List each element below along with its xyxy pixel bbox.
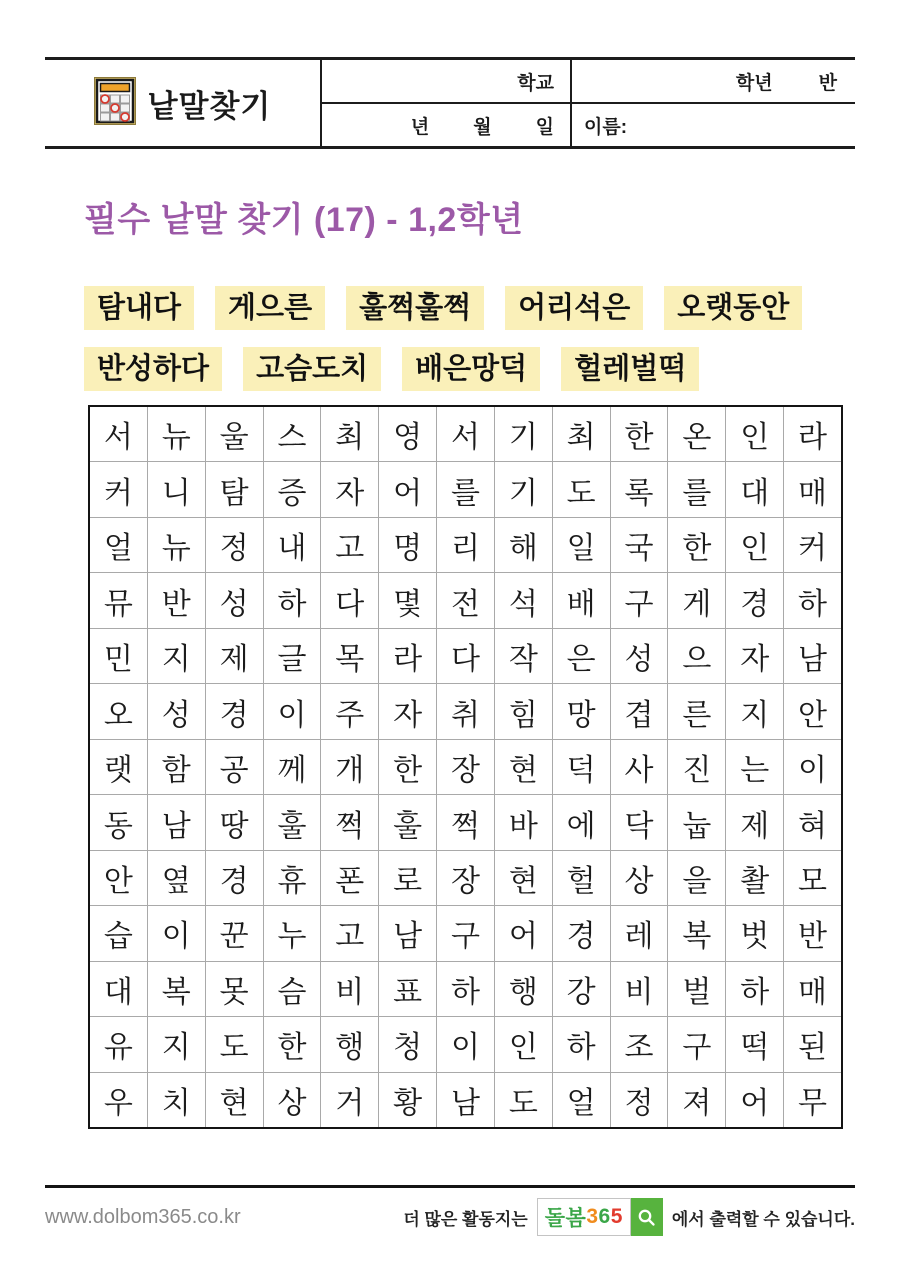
grid-cell: 라 bbox=[379, 629, 437, 683]
grid-cell: 리 bbox=[437, 518, 495, 572]
grid-cell: 라 bbox=[798, 421, 828, 455]
grid-cell: 누 bbox=[264, 906, 322, 960]
grid-cell: 다 bbox=[437, 629, 495, 683]
grid-cell: 서 bbox=[90, 407, 148, 461]
header-row-bottom bbox=[322, 104, 855, 146]
grid-cell: 하 bbox=[798, 587, 828, 621]
grid-cell: 얼 bbox=[90, 518, 148, 572]
grid-cell: 모 bbox=[798, 864, 828, 898]
grid-row bbox=[90, 573, 841, 628]
grid-cell: 폰 bbox=[321, 851, 379, 905]
grid-row bbox=[90, 795, 841, 850]
grid-cell: 성 bbox=[611, 629, 669, 683]
grid-cell: 구 bbox=[668, 1017, 726, 1071]
date-field bbox=[322, 104, 572, 146]
grid-cell: 조 bbox=[611, 1017, 669, 1071]
word-list bbox=[84, 286, 832, 391]
grid-cell: 커 bbox=[798, 532, 828, 566]
grid-cell: 전 bbox=[437, 573, 495, 627]
grid-cell: 남 bbox=[437, 1073, 495, 1127]
grid-cell: 행 bbox=[321, 1017, 379, 1071]
grid-cell: 청 bbox=[379, 1017, 437, 1071]
grid-cell: 옆 bbox=[148, 851, 206, 905]
grid-cell: 못 bbox=[206, 962, 264, 1016]
grid-cell: 대 bbox=[726, 462, 784, 516]
grid-cell: 장 bbox=[437, 740, 495, 794]
grid-cell: 하 bbox=[437, 962, 495, 1016]
grid-cell: 이 bbox=[798, 754, 828, 788]
grid-cell: 지 bbox=[148, 1017, 206, 1071]
grid-cell: 이 bbox=[437, 1017, 495, 1071]
grid-cell: 이 bbox=[264, 684, 322, 738]
grid-row bbox=[90, 1017, 841, 1072]
grid-cell: 매 bbox=[798, 975, 828, 1009]
grid-cell: 남 bbox=[798, 643, 828, 677]
grid-cell: 스 bbox=[264, 407, 322, 461]
grid-cell: 정 bbox=[611, 1073, 669, 1127]
day-label: 일 bbox=[535, 116, 554, 138]
grid-cell: 얼 bbox=[553, 1073, 611, 1127]
grid-cell: 경 bbox=[553, 906, 611, 960]
grid-cell: 어 bbox=[495, 906, 553, 960]
grid-cell: 한 bbox=[611, 407, 669, 461]
dolbom365-wordmark bbox=[537, 1198, 631, 1236]
grid-cell: 망 bbox=[553, 684, 611, 738]
grid-cell: 매 bbox=[798, 476, 828, 510]
footer-divider bbox=[45, 1185, 855, 1188]
grid-cell: 현 bbox=[495, 740, 553, 794]
word-chip: 헐레벌떡 bbox=[561, 347, 699, 391]
grid-cell: 꾼 bbox=[206, 906, 264, 960]
grade-class-field bbox=[572, 60, 855, 102]
grid-cell: 공 bbox=[206, 740, 264, 794]
grid-cell: 인 bbox=[726, 407, 784, 461]
grid-cell: 벌 bbox=[668, 962, 726, 1016]
grid-cell: 커 bbox=[90, 462, 148, 516]
grid-cell: 레 bbox=[611, 906, 669, 960]
grid-cell: 글 bbox=[264, 629, 322, 683]
grid-cell: 배 bbox=[553, 573, 611, 627]
grid-cell: 제 bbox=[726, 795, 784, 849]
grid-cell: 안 bbox=[798, 698, 828, 732]
grid-cell: 을 bbox=[668, 851, 726, 905]
grid-cell: 하 bbox=[726, 962, 784, 1016]
grid-cell: 해 bbox=[495, 518, 553, 572]
worksheet-type-title: 낱말찾기 bbox=[147, 88, 272, 124]
grid-cell: 한 bbox=[264, 1017, 322, 1071]
grid-cell: 른 bbox=[668, 684, 726, 738]
grid-cell: 슴 bbox=[264, 962, 322, 1016]
grid-row bbox=[90, 1073, 841, 1127]
grid-cell: 취 bbox=[437, 684, 495, 738]
grid-cell: 경 bbox=[206, 684, 264, 738]
grid-cell: 정 bbox=[206, 518, 264, 572]
grid-cell: 최 bbox=[321, 407, 379, 461]
year-label: 년 bbox=[410, 116, 430, 138]
grid-cell: 뉴 bbox=[148, 407, 206, 461]
grid-cell: 제 bbox=[206, 629, 264, 683]
grid-cell: 고 bbox=[321, 906, 379, 960]
grid-row bbox=[90, 629, 841, 684]
grid-cell: 자 bbox=[726, 629, 784, 683]
grid-cell: 주 bbox=[321, 684, 379, 738]
grid-cell: 대 bbox=[90, 962, 148, 1016]
grid-cell: 몇 bbox=[379, 573, 437, 627]
grid-cell: 진 bbox=[668, 740, 726, 794]
grid-cell: 비 bbox=[611, 962, 669, 1016]
grid-cell: 고 bbox=[321, 518, 379, 572]
promo-suffix: 에서 출력할 수 있습니다. bbox=[671, 1209, 855, 1229]
grid-cell: 증 bbox=[264, 462, 322, 516]
grid-cell: 니 bbox=[148, 462, 206, 516]
grid-cell: 로 bbox=[379, 851, 437, 905]
grid-cell: 자 bbox=[321, 462, 379, 516]
site-url: www.dolbom365.co.kr bbox=[45, 1205, 241, 1228]
footer bbox=[45, 1196, 855, 1238]
grid-cell: 복 bbox=[668, 906, 726, 960]
grid-cell: 행 bbox=[495, 962, 553, 1016]
grid-row bbox=[90, 518, 841, 573]
grid-cell: 힘 bbox=[495, 684, 553, 738]
grid-cell: 남 bbox=[379, 906, 437, 960]
word-chip: 고슴도치 bbox=[243, 347, 381, 391]
grid-cell: 쩍 bbox=[437, 795, 495, 849]
grid-cell: 바 bbox=[495, 795, 553, 849]
grid-cell: 표 bbox=[379, 962, 437, 1016]
grid-cell: 를 bbox=[668, 462, 726, 516]
grid-cell: 성 bbox=[148, 684, 206, 738]
grid-cell: 어 bbox=[379, 462, 437, 516]
grid-cell: 현 bbox=[495, 851, 553, 905]
brand-text-dolbom: 돌봄 bbox=[544, 1207, 587, 1230]
name-field bbox=[572, 104, 855, 146]
grid-cell: 뮤 bbox=[90, 573, 148, 627]
grid-cell: 를 bbox=[437, 462, 495, 516]
brand-digit-5: 5 bbox=[610, 1205, 623, 1228]
grid-cell: 으 bbox=[668, 629, 726, 683]
grid-cell: 최 bbox=[553, 407, 611, 461]
grid-row bbox=[90, 740, 841, 795]
grid-cell: 남 bbox=[148, 795, 206, 849]
grid-cell: 장 bbox=[437, 851, 495, 905]
grid-cell: 땅 bbox=[206, 795, 264, 849]
grid-cell: 울 bbox=[206, 407, 264, 461]
grid-cell: 랫 bbox=[90, 740, 148, 794]
grid-cell: 어 bbox=[726, 1073, 784, 1127]
grid-cell: 도 bbox=[206, 1017, 264, 1071]
grid-cell: 져 bbox=[668, 1073, 726, 1127]
search-icon bbox=[631, 1198, 663, 1236]
word-chip: 게으른 bbox=[215, 286, 325, 330]
grid-cell: 자 bbox=[379, 684, 437, 738]
grid-row bbox=[90, 851, 841, 906]
grid-cell: 하 bbox=[264, 573, 322, 627]
grid-cell: 헐 bbox=[553, 851, 611, 905]
month-label: 월 bbox=[473, 116, 492, 138]
grid-cell: 떡 bbox=[726, 1017, 784, 1071]
grid-row bbox=[90, 407, 841, 462]
grid-cell: 지 bbox=[726, 684, 784, 738]
grid-cell: 복 bbox=[148, 962, 206, 1016]
grid-cell: 사 bbox=[611, 740, 669, 794]
grid-row bbox=[90, 462, 841, 517]
grid-row bbox=[90, 684, 841, 739]
grid-cell: 록 bbox=[611, 462, 669, 516]
footer-promo bbox=[403, 1198, 855, 1236]
grid-cell: 눕 bbox=[668, 795, 726, 849]
grid-cell: 께 bbox=[264, 740, 322, 794]
grid-cell: 서 bbox=[437, 407, 495, 461]
grid-cell: 경 bbox=[206, 851, 264, 905]
grid-cell: 상 bbox=[611, 851, 669, 905]
grid-cell: 겹 bbox=[611, 684, 669, 738]
grid-cell: 거 bbox=[321, 1073, 379, 1127]
grid-cell: 탐 bbox=[206, 462, 264, 516]
grid-cell: 기 bbox=[495, 462, 553, 516]
grid-row bbox=[90, 962, 841, 1017]
grid-cell: 경 bbox=[726, 573, 784, 627]
grid-cell: 일 bbox=[553, 518, 611, 572]
grid-cell: 성 bbox=[206, 573, 264, 627]
grid-cell: 온 bbox=[668, 407, 726, 461]
grid-cell: 명 bbox=[379, 518, 437, 572]
grid-cell: 지 bbox=[148, 629, 206, 683]
grid-row bbox=[90, 906, 841, 961]
grid-cell: 오 bbox=[90, 684, 148, 738]
name-label: 이름: bbox=[584, 116, 628, 138]
grid-cell: 인 bbox=[495, 1017, 553, 1071]
word-chip: 배은망덕 bbox=[402, 347, 540, 391]
word-grid bbox=[88, 405, 843, 1129]
grid-cell: 습 bbox=[90, 906, 148, 960]
grid-cell: 쩍 bbox=[321, 795, 379, 849]
grid-cell: 은 bbox=[553, 629, 611, 683]
header-logo-cell bbox=[45, 60, 322, 146]
grid-cell: 된 bbox=[798, 1031, 828, 1065]
grid-cell: 휴 bbox=[264, 851, 322, 905]
dolbom365-logo bbox=[537, 1198, 663, 1236]
grid-cell: 다 bbox=[321, 573, 379, 627]
grid-cell: 하 bbox=[553, 1017, 611, 1071]
grid-cell: 무 bbox=[798, 1086, 828, 1120]
grid-cell: 뉴 bbox=[148, 518, 206, 572]
header-table bbox=[45, 57, 855, 149]
grid-cell: 한 bbox=[668, 518, 726, 572]
school-field bbox=[322, 60, 572, 102]
grid-cell: 도 bbox=[553, 462, 611, 516]
brand-digit-6: 6 bbox=[598, 1205, 611, 1228]
word-chip: 탐내다 bbox=[84, 286, 194, 330]
page-title: 필수 낱말 찾기 (17) - 1,2학년 bbox=[84, 201, 524, 239]
promo-prefix: 더 많은 활동지는 bbox=[403, 1209, 528, 1229]
grid-cell: 현 bbox=[206, 1073, 264, 1127]
grid-cell: 반 bbox=[798, 920, 828, 954]
grid-cell: 유 bbox=[90, 1017, 148, 1071]
word-search-logo-icon bbox=[94, 77, 136, 130]
grid-cell: 비 bbox=[321, 962, 379, 1016]
grid-cell: 국 bbox=[611, 518, 669, 572]
word-chip: 오랫동안 bbox=[664, 286, 802, 330]
grid-cell: 구 bbox=[611, 573, 669, 627]
grid-cell: 이 bbox=[148, 906, 206, 960]
header-fields bbox=[322, 60, 855, 146]
grid-cell: 닥 bbox=[611, 795, 669, 849]
grid-cell: 상 bbox=[264, 1073, 322, 1127]
grid-cell: 개 bbox=[321, 740, 379, 794]
grid-cell: 게 bbox=[668, 573, 726, 627]
grid-cell: 강 bbox=[553, 962, 611, 1016]
grid-cell: 영 bbox=[379, 407, 437, 461]
grid-cell: 벗 bbox=[726, 906, 784, 960]
grid-cell: 구 bbox=[437, 906, 495, 960]
grid-cell: 는 bbox=[726, 740, 784, 794]
class-label: 반 bbox=[818, 72, 837, 94]
header-row-top bbox=[322, 60, 855, 104]
grid-cell: 촬 bbox=[726, 851, 784, 905]
grid-cell: 반 bbox=[148, 573, 206, 627]
grid-cell: 내 bbox=[264, 518, 322, 572]
grid-cell: 훌 bbox=[264, 795, 322, 849]
grid-cell: 에 bbox=[553, 795, 611, 849]
grid-cell: 안 bbox=[90, 851, 148, 905]
grid-cell: 덕 bbox=[553, 740, 611, 794]
grid-cell: 석 bbox=[495, 573, 553, 627]
word-chip: 어리석은 bbox=[505, 286, 643, 330]
grid-cell: 목 bbox=[321, 629, 379, 683]
grid-cell: 동 bbox=[90, 795, 148, 849]
grid-cell: 함 bbox=[148, 740, 206, 794]
grid-cell: 기 bbox=[495, 407, 553, 461]
grid-cell: 작 bbox=[495, 629, 553, 683]
word-chip: 반성하다 bbox=[84, 347, 222, 391]
grid-cell: 우 bbox=[90, 1073, 148, 1127]
school-label: 학교 bbox=[517, 72, 554, 94]
grid-cell: 훌 bbox=[379, 795, 437, 849]
brand-digit-3: 3 bbox=[586, 1205, 599, 1228]
grid-cell: 한 bbox=[379, 740, 437, 794]
grid-cell: 치 bbox=[148, 1073, 206, 1127]
grade-label: 학년 bbox=[735, 72, 773, 94]
grid-cell: 황 bbox=[379, 1073, 437, 1127]
grid-cell: 도 bbox=[495, 1073, 553, 1127]
grid-cell: 혀 bbox=[798, 809, 828, 843]
grid-cell: 민 bbox=[90, 629, 148, 683]
grid-cell: 인 bbox=[726, 518, 784, 572]
word-chip: 훌쩍훌쩍 bbox=[346, 286, 484, 330]
